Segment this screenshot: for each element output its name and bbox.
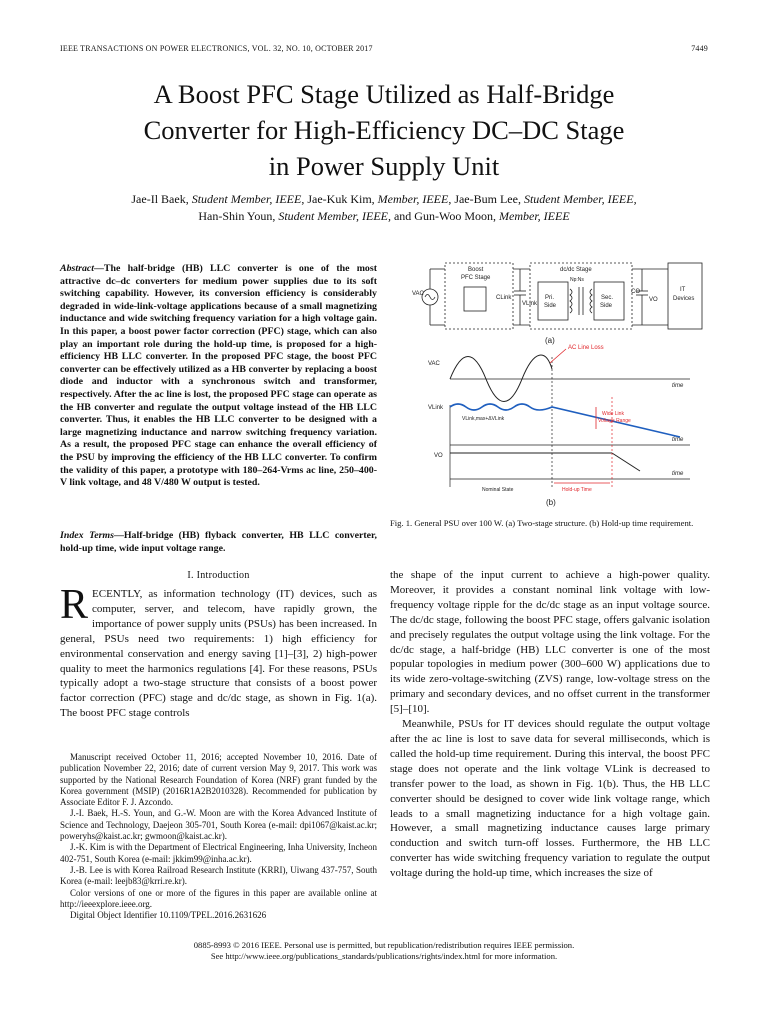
figure-1 (390, 257, 710, 517)
figure-1-caption: Fig. 1. General PSU over 100 W. (a) Two-stage structure. (b) Hold-up time requirement. (390, 518, 694, 528)
sec-side-label: Side (600, 303, 613, 309)
ac-sine-symbol (425, 295, 435, 300)
index-terms-lead: Index Terms (60, 530, 114, 541)
journal-name: IEEE TRANSACTIONS ON POWER ELECTRONICS, VOL. 32, NO. 10, OCTOBER 2017 (60, 44, 373, 53)
footnote-doi: Digital Object Identifier 10.1109/TPEL.2016.2631626 (70, 910, 267, 921)
intro-paragraph (60, 582, 377, 721)
footnotes (60, 752, 377, 921)
subfig-b-label: (b) (546, 498, 556, 507)
it-label-2: Devices (673, 296, 695, 302)
footnote-affiliation-inha: J.-K. Kim is with the Department of Electrical Engineering, Inha University, Incheon 402-751, South Korea (e-mail: jkkim99@inha.ac.kr). (60, 842, 377, 864)
nominal-state-label: Nominal State (482, 487, 514, 493)
abstract-lead: Abstract (60, 263, 95, 274)
co-label: CO (631, 289, 640, 295)
time-label-2: time (672, 437, 684, 443)
primary-side-box (538, 282, 568, 320)
holdup-time-label: Hold-up Time (562, 487, 592, 493)
ac-line-loss-pointer (550, 349, 566, 363)
copyright-line-1: 0885-8993 © 2016 IEEE. Personal use is permitted, but republication/redistribution requires IEEE permission. (193, 940, 575, 950)
pri-side-label: Side (544, 303, 557, 309)
time-label-3: time (672, 471, 684, 477)
title-line-1: A Boost PFC Stage Utilized as Half-Bridge (153, 79, 615, 109)
copyright-notice (60, 940, 708, 962)
abstract (60, 263, 377, 490)
author-2: , Jae-Kuk Kim, (301, 192, 375, 206)
transformer-primary-coil (570, 289, 572, 313)
boost-label-2: PFC Stage (461, 275, 491, 281)
right-paragraph-1: the shape of the input current to achieve a high-power quality. Moreover, it provides a constant nominal link voltage with low-frequency voltage ripple for the dc/dc stage as an input voltage source. The dc/dc stage, following the boost PFC stage, offers galvanic isolation and precisely regulates the output voltage using the link voltage. For the dc/dc stage, a half-bridge (HB) LLC converter is one of the most popular topologies in medium power (300–600 W) applications due to its wide zero-voltage-switching (ZVS) range, low-voltage stress on the primary and secondary devices, and no offset current in the transformer [5]–[10]. (390, 569, 710, 716)
drop-cap: R (60, 582, 89, 628)
wide-link-label-1: Wide Link (602, 411, 624, 417)
author-2-role: Member, IEEE (377, 192, 449, 206)
paper-title (60, 76, 708, 184)
vo-waveform-drop (612, 453, 640, 471)
vo-axis-label: VO (434, 453, 443, 459)
running-header (60, 44, 708, 53)
abstract-text: —The half-bridge (HB) LLC converter is one of the most attractive dc–dc converters for medium power supplies due to its soft switching capability. However, its conversion efficiency is considerably degraded in wide-link-voltage applications because of a small magnetizing inductance and wide switching frequency variation for a high voltage gain. In this paper, a boost power factor correction (PFC) stage, which can also play an important role during the hold-up time, is proposed for a high-efficiency HB LLC converter. In the proposed PFC stage, the boost PFC converter can be effectively utilized as a HB converter by replacing a boost diode and inductor with a synchronous switch and transformer, respectively. After the ac line is lost, the proposed PFC stage can operate as the HB converter and regulate the output voltage instead of the HB LLC converter. Thus, it enables the HB LLC converter to be designed with a large magnetizing inductance and narrow switching frequency variation. As a result, the proposed PFC stage can enhance the overall efficiency of the PSU by improving the efficiency of the HB LLC converter. To confirm the validity of this paper, a prototype with 180–264-Vrms ac line, 250–400-V link voltage, and 48 V/480 W output is tested. (60, 263, 377, 489)
title-line-3: in Power Supply Unit (268, 151, 500, 181)
footnote-color-versions: Color versions of one or more of the figures in this paper are available online at http://ieeexplore.ieee.org. (60, 887, 377, 909)
vlink-ripple-label: VLink,max+ΔVLink (462, 416, 505, 422)
author-1: Jae-Il Baek, (131, 192, 189, 206)
vac-waveform (450, 355, 552, 401)
author-5: and Gun-Woo Moon, (393, 209, 497, 223)
vo-label: VO (649, 297, 658, 303)
intro-text: ECENTLY, as information technology (IT) devices, such as computer, server, and telecom, have rapidly grown, the importance of power supply units (PSUs) has been increased. In general, PSUs need two requirements: 1) high efficiency for environmental conservation and energy saving [1]–[3], 2) high-power quality to meet the harmonics regulations [4]. For these reasons, PSUs typically adopt a two-stage structure that consists of a boost power factor correction (PFC) stage and dc/dc stage, as shown in Fig. 1(a). The boost PFC stage controls (60, 588, 377, 720)
vac-axis-label: VAC (428, 361, 440, 367)
section-heading: I. Introduction (187, 570, 250, 581)
vac-label: VAC (412, 291, 424, 297)
author-1-role: Student Member, IEEE (191, 192, 302, 206)
wide-link-label-2: Voltage Range (598, 418, 631, 424)
vlink-axis-label: VLink (428, 405, 444, 411)
clink-label: CLink (496, 295, 512, 301)
copyright-line-2: See http://www.ieee.org/publications_standards/publications/rights/index.html for more information. (210, 951, 558, 961)
right-column-text (390, 568, 710, 881)
footnote-affiliation-kaist: J.-I. Baek, H.-S. Youn, and G.-W. Moon are with the Korea Advanced Institute of Science and Technology, Daejeon 305-701, South Korea (e-mail: dpi1067@kaist.ac.kr; poweryhs@kaist.ac.kr; gwmoon@kaist.ac.kr). (60, 808, 377, 842)
pri-label: Pri. (545, 295, 554, 301)
right-paragraph-2: Meanwhile, PSUs for IT devices should regulate the output voltage after the ac line is lost to save data for several milliseconds, which is called the hold-up time requirement. During this interval, the boost PFC stage does not operate and the link voltage VLink is decreased to transfer power to the load, as shown in Fig. 1(b). Thus, the HB LLC converter should be designed to cover wide link voltage range, which leads to a small magnetizing inductance for a high voltage gain. However, a small magnetizing inductance causes large primary conduction and switch turn-off losses. Furthermore, the HB LLC converter has wide switching frequency variation to regulate the output voltage during the hold-up time, which increases the size of (390, 718, 710, 880)
ac-line-loss-label: AC Line Loss (568, 345, 604, 351)
author-list (60, 191, 708, 225)
boost-switch-symbol (464, 287, 486, 311)
transformer-secondary-coil (590, 289, 592, 313)
footnote-affiliation-krri: J.-B. Lee is with Korea Railroad Research Institute (KRRI), Uiwang 437-757, South Korea (e-mail: leejb83@krri.re.kr). (60, 864, 377, 887)
author-4-role: Student Member, IEEE, (278, 209, 391, 223)
boost-label-1: Boost (468, 267, 484, 273)
secondary-side-box (594, 282, 624, 320)
it-label-1: IT (680, 287, 686, 293)
index-terms (60, 530, 377, 555)
author-3-role: Student Member, IEEE, (523, 192, 637, 206)
footnote-manuscript: Manuscript received October 11, 2016; accepted November 10, 2016. Date of publication November 22, 2016; date of current version May 9, 2017. This work was supported by the National Research Foundation of Korea (NRF) grant funded by the Korea government (MSIP) (2016R1A2B2010328). Recommended for publication by Associate Editor F. J. Azcondo. (60, 752, 377, 808)
page-number: 7449 (691, 44, 708, 53)
sec-label: Sec. (601, 295, 614, 301)
title-line-2: Converter for High-Efficiency DC–DC Stage (143, 115, 625, 145)
dcdc-label: dc/dc Stage (560, 267, 592, 273)
author-5-role: Member, IEEE (499, 209, 570, 223)
index-terms-text: —Half-bridge (HB) flyback converter, HB LLC converter, hold-up time, wide input voltage range. (60, 530, 378, 554)
time-label-1: time (672, 383, 684, 389)
author-4: Han-Shin Youn, (198, 209, 276, 223)
turns-ratio-label: Np:Ns (570, 277, 584, 283)
vlink-label: VLink (522, 301, 538, 307)
subfig-a-label: (a) (545, 336, 555, 345)
author-3: , Jae-Bum Lee, (448, 192, 521, 206)
figure-1-drawing (390, 257, 710, 517)
